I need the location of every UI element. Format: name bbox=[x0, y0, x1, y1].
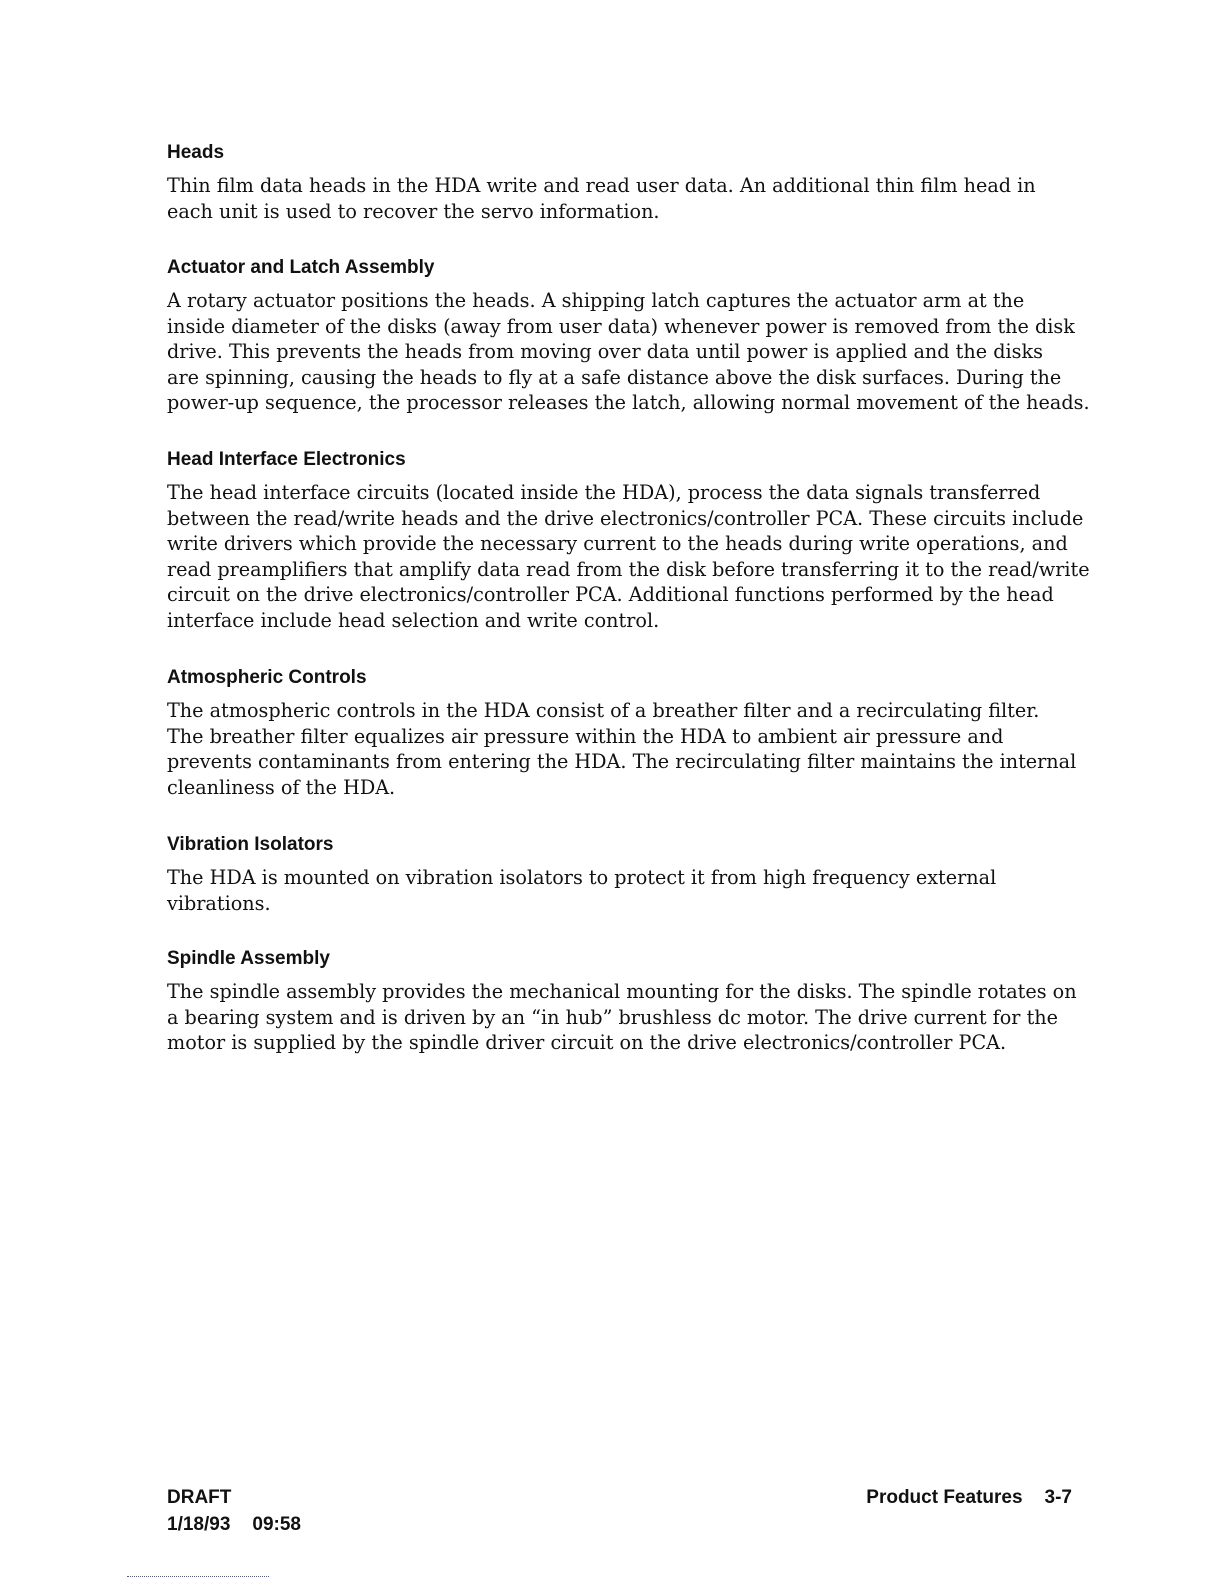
section-vibration-isolators bbox=[167, 831, 996, 916]
paragraph-line: The HDA is mounted on vibration isolators to protect it from high frequency external bbox=[167, 866, 997, 889]
paragraph-line: circuit on the drive electronics/controller PCA. Additional functions performed by the head bbox=[167, 583, 1054, 607]
section-paragraph bbox=[167, 173, 1036, 224]
footer-draft-stamp bbox=[167, 1484, 301, 1538]
chapter-title: Product Features bbox=[866, 1487, 1023, 1508]
bottom-divider bbox=[127, 1576, 269, 1577]
draft-label: DRAFT bbox=[167, 1487, 232, 1508]
paragraph-line: prevents contaminants from entering the HDA. The recirculating filter maintains the internal bbox=[167, 750, 1077, 774]
section-spindle-assembly bbox=[167, 945, 1077, 1056]
section-heading: Vibration Isolators bbox=[167, 834, 334, 855]
paragraph-line: The head interface circuits (located inside the HDA), process the data signals transferred bbox=[167, 481, 1041, 504]
section-heading: Spindle Assembly bbox=[167, 948, 330, 969]
paragraph-line: read preamplifiers that amplify data read from the disk before transferring it to the read/write bbox=[167, 557, 1090, 581]
paragraph-line: vibrations. bbox=[167, 891, 271, 915]
section-atmospheric-controls bbox=[167, 664, 1076, 800]
paragraph-line: interface include head selection and write control. bbox=[167, 608, 660, 632]
paragraph-line: each unit is used to recover the servo information. bbox=[167, 199, 660, 223]
paragraph-line: drive. This prevents the heads from moving over data until power is applied and the disks bbox=[167, 340, 1043, 364]
paragraph-line: between the read/write heads and the drive electronics/controller PCA. These circuits include bbox=[167, 506, 1084, 530]
draft-date: 1/18/93 bbox=[167, 1514, 231, 1535]
section-paragraph bbox=[167, 480, 1090, 634]
section-heading: Head Interface Electronics bbox=[167, 449, 406, 470]
paragraph-line: write drivers which provide the necessary current to the heads during write operations, and bbox=[167, 532, 1068, 556]
section-actuator-latch bbox=[167, 254, 1090, 416]
section-heading: Heads bbox=[167, 142, 225, 163]
section-head-interface-electronics bbox=[167, 446, 1090, 634]
paragraph-line: power-up sequence, the processor releases the latch, allowing normal movement of the heads. bbox=[167, 391, 1090, 415]
paragraph-line: The breather filter equalizes air pressure within the HDA to ambient air pressure and bbox=[167, 724, 1004, 748]
section-paragraph bbox=[167, 979, 1077, 1056]
paragraph-line: The atmospheric controls in the HDA consist of a breather filter and a recirculating filter. bbox=[167, 699, 1040, 722]
section-heads bbox=[167, 139, 1036, 224]
footer-page-info bbox=[866, 1484, 1072, 1511]
section-paragraph bbox=[167, 865, 996, 916]
section-heading: Actuator and Latch Assembly bbox=[167, 257, 435, 278]
paragraph-line: are spinning, causing the heads to fly at a safe distance above the disk surfaces. During the bbox=[167, 365, 1062, 389]
draft-time: 09:58 bbox=[252, 1514, 302, 1535]
paragraph-line: motor is supplied by the spindle driver circuit on the drive electronics/controller PCA. bbox=[167, 1031, 1007, 1055]
paragraph-line: A rotary actuator positions the heads. A shipping latch captures the actuator arm at the bbox=[167, 289, 1025, 312]
draft-datetime bbox=[167, 1511, 301, 1538]
section-paragraph bbox=[167, 288, 1090, 416]
paragraph-line: Thin film data heads in the HDA write and read user data. An additional thin film head in bbox=[167, 174, 1036, 197]
section-paragraph bbox=[167, 698, 1076, 800]
page-number: 3-7 bbox=[1044, 1487, 1072, 1508]
section-heading: Atmospheric Controls bbox=[167, 667, 367, 688]
paragraph-line: inside diameter of the disks (away from user data) whenever power is removed from the disk bbox=[167, 314, 1075, 338]
paragraph-line: a bearing system and is driven by an “in hub” brushless dc motor. The drive current for the bbox=[167, 1005, 1058, 1029]
paragraph-line: cleanliness of the HDA. bbox=[167, 775, 396, 799]
paragraph-line: The spindle assembly provides the mechanical mounting for the disks. The spindle rotates on bbox=[167, 980, 1077, 1003]
